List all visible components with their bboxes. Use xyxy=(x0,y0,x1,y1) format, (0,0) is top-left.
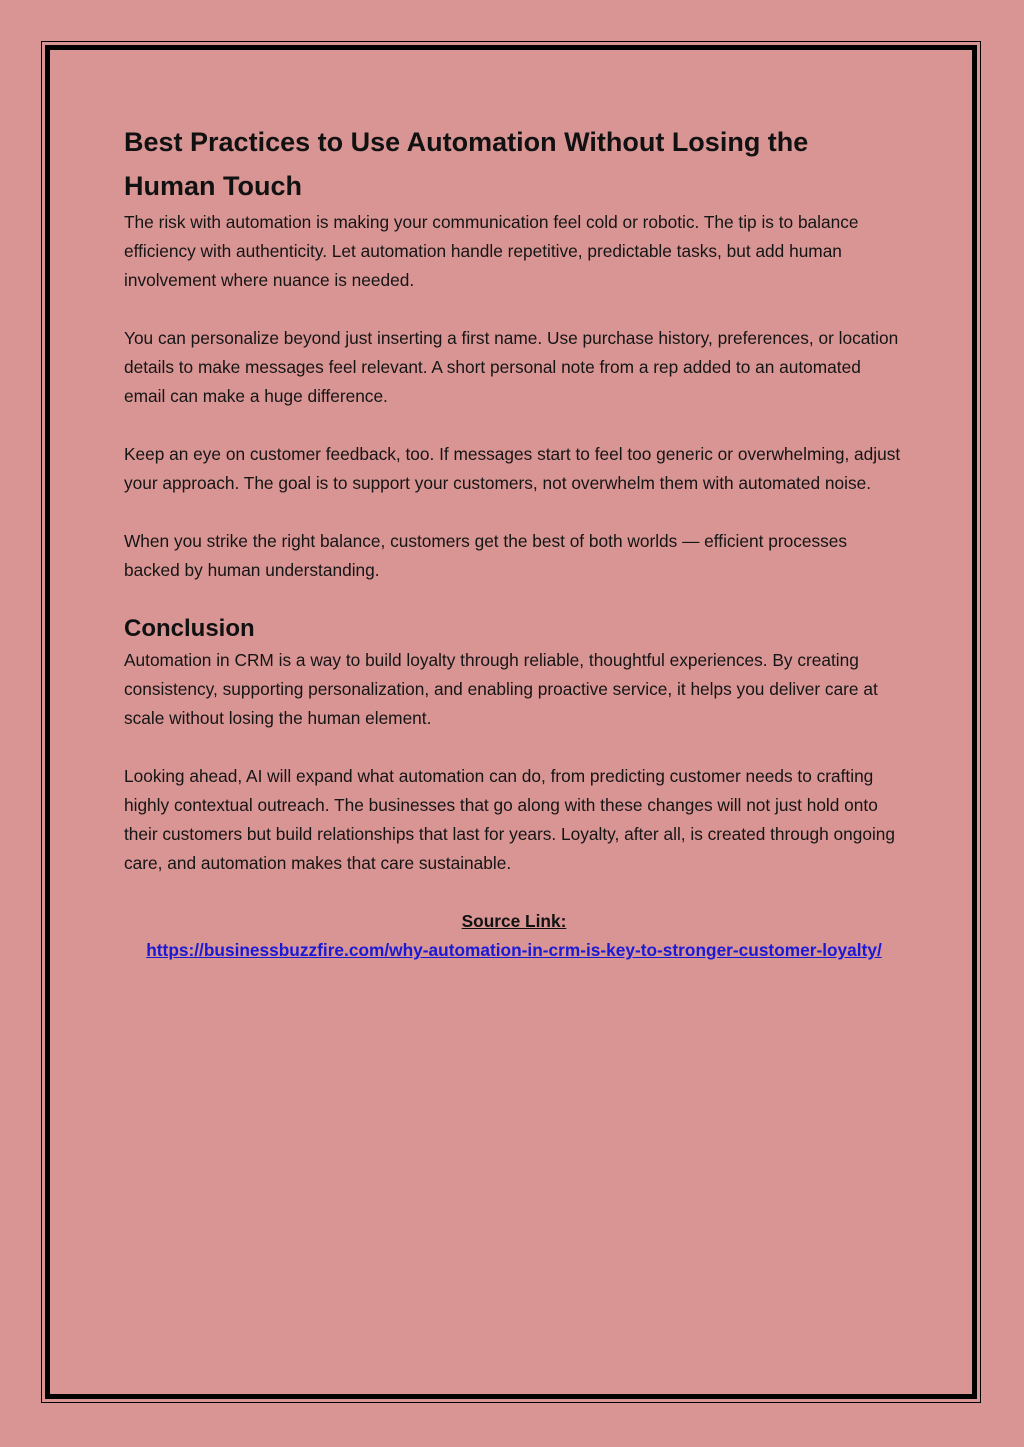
source-label: Source Link: xyxy=(461,911,567,931)
paragraph-spacer xyxy=(124,733,904,762)
paragraph-spacer xyxy=(124,411,904,440)
paragraph: Keep an eye on customer feedback, too. If messages start to feel too generic or overwhelming, adjust your approach. The goal is to support your customers, not overwhelm them with automated noise. xyxy=(124,444,901,493)
paragraph-spacer xyxy=(124,498,904,527)
document-body xyxy=(124,120,904,965)
paragraph-spacer xyxy=(124,878,904,907)
source-link[interactable]: https://businessbuzzfire.com/why-automation-in-crm-is-key-to-stronger-customer-loyalty/ xyxy=(146,940,882,960)
paragraph: When you strike the right balance, customers get the best of both worlds — efficient processes backed by human understanding. xyxy=(124,531,847,580)
source-block xyxy=(124,907,904,965)
paragraph: The risk with automation is making your communication feel cold or robotic. The tip is to balance efficiency with authenticity. Let automation handle repetitive, predictable tasks, but add human involvement where nuance is needed. xyxy=(124,212,859,290)
section-heading-best-practices: Best Practices to Use Automation Without Losing the Human Touch xyxy=(124,127,809,201)
paragraph: Looking ahead, AI will expand what automation can do, from predicting customer needs to crafting highly contextual outreach. The businesses that go along with these changes will not just hold onto their customers but build relationships that last for years. Loyalty, after all, is created through ongoing care, and automation makes that care sustainable. xyxy=(124,766,896,873)
paragraph: You can personalize beyond just inserting a first name. Use purchase history, preferences, or location details to make messages feel relevant. A short personal note from a rep added to an automated email can make a huge difference. xyxy=(124,328,899,406)
section-spacer xyxy=(124,585,904,612)
section-heading-conclusion: Conclusion xyxy=(124,615,255,642)
paragraph: Automation in CRM is a way to build loyalty through reliable, thoughtful experiences. By creating consistency, supporting personalization, and enabling proactive service, it helps you deliver care at scale without losing the human element. xyxy=(124,650,878,728)
paragraph-spacer xyxy=(124,295,904,324)
